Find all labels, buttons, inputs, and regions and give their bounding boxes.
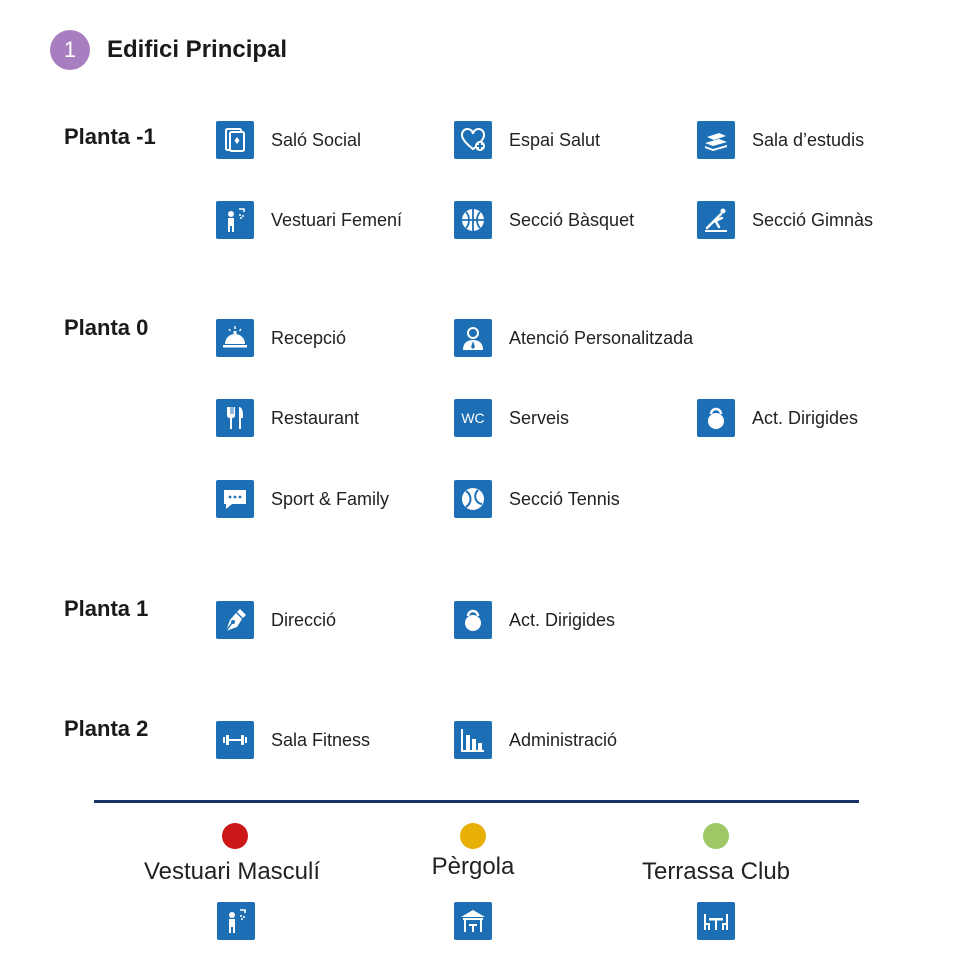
shower-person-icon (216, 201, 254, 239)
shower-person-icon (217, 902, 255, 940)
facility-espai-salut (454, 120, 600, 160)
facility-seccio-basquet (454, 200, 634, 240)
facility-label: Secció Tennis (509, 488, 620, 509)
facility-sport-family (216, 479, 389, 519)
person-icon (454, 319, 492, 357)
gymnast-icon (697, 201, 735, 239)
facility-label: Sala d’estudis (752, 129, 865, 150)
facility-label: Secció Bàsquet (509, 209, 635, 230)
dumbbell-icon (216, 721, 254, 759)
floor-label-planta-1: Planta 1 (64, 596, 149, 621)
kettlebell-icon (454, 601, 492, 639)
section-divider (94, 800, 859, 803)
facility-administracio (454, 720, 617, 760)
facility-sala-estudis (697, 120, 864, 160)
facility-label: Serveis (509, 407, 570, 428)
floor-label-planta-minus-1: Planta -1 (64, 124, 156, 149)
pen-nib-icon (216, 601, 254, 639)
facility-restaurant (216, 398, 359, 438)
facility-label: Saló Social (271, 129, 362, 150)
facility-vestuari-femeni (216, 200, 402, 240)
facility-recepcio (216, 318, 346, 358)
books-icon (697, 121, 735, 159)
speech-bubble-icon (216, 480, 254, 518)
terrace-table-icon (697, 902, 735, 940)
facility-label: Recepció (271, 327, 347, 348)
floor-label-planta-2: Planta 2 (64, 716, 149, 741)
section-title: Edifici Principal (107, 36, 288, 63)
floor-label-planta-0: Planta 0 (64, 315, 149, 340)
facility-label: Direcció (271, 609, 337, 630)
facility-salo-social (216, 120, 361, 160)
playing-cards-icon (216, 121, 254, 159)
facility-label: Sala Fitness (271, 729, 371, 750)
facility-serveis (454, 398, 569, 438)
bar-chart-icon (454, 721, 492, 759)
facility-seccio-tennis (454, 479, 620, 519)
facility-sala-fitness (216, 720, 370, 760)
legend-dot-red (222, 823, 248, 849)
facility-direccio (216, 600, 336, 640)
facility-label: Act. Dirigides (509, 609, 616, 630)
kettlebell-icon (697, 399, 735, 437)
reception-bell-icon (216, 319, 254, 357)
legend-dot-yellow (460, 823, 486, 849)
section-header (50, 30, 287, 70)
legend-label-vestuari-masculi: Vestuari Masculí (143, 858, 321, 885)
facility-label: Administració (509, 729, 618, 750)
facility-act-dirigides-p1 (454, 600, 615, 640)
heart-plus-icon (454, 121, 492, 159)
legend-label-pergola: Pèrgola (431, 853, 515, 880)
facility-label: Espai Salut (509, 129, 601, 150)
tennis-ball-icon (454, 480, 492, 518)
facility-label: Atenció Personalitzada (509, 327, 694, 348)
pergola-icon (454, 902, 492, 940)
facility-label: Secció Gimnàs (752, 209, 874, 230)
facility-atencio-personalitzada (454, 318, 693, 358)
facility-label: Vestuari Femení (271, 209, 403, 230)
section-number-badge: 1 (50, 30, 90, 70)
wc-icon (454, 399, 492, 437)
legend-dot-green (703, 823, 729, 849)
facility-label: Sport & Family (271, 488, 390, 509)
fork-knife-icon (216, 399, 254, 437)
legend-label-terrassa-club: Terrassa Club (641, 858, 791, 885)
facility-label: Restaurant (271, 407, 360, 428)
wc-icon-text: WC (461, 410, 485, 426)
facility-label: Act. Dirigides (752, 407, 859, 428)
basketball-icon (454, 201, 492, 239)
facility-seccio-gimnas (697, 200, 873, 240)
facility-act-dirigides-p0 (697, 398, 858, 438)
